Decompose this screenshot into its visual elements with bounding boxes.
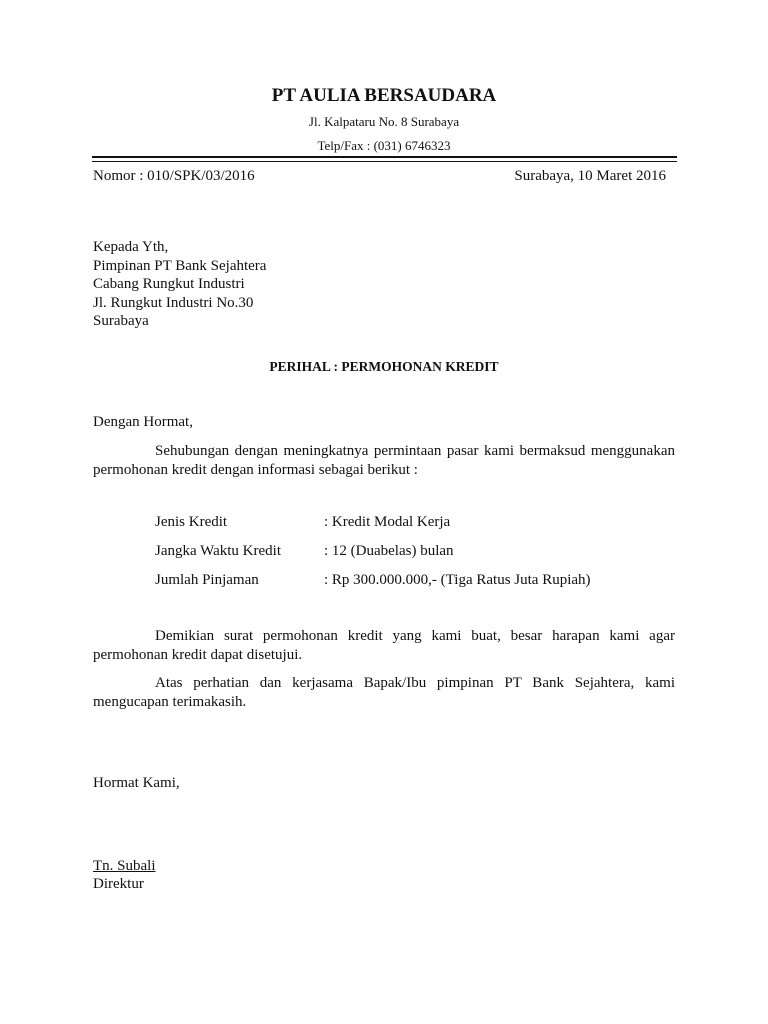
recipient-block [93, 238, 266, 331]
paragraph-text: Atas perhatian dan kerjasama Bapak/Ibu pimpinan PT Bank Sejahtera, kami mengucapan terimakasih. [93, 675, 675, 710]
letterhead-divider-thin [92, 161, 677, 162]
closing-text: Hormat Kami, [93, 775, 180, 791]
details-label: Jangka Waktu Kredit [155, 543, 281, 559]
recipient-line: Pimpinan PT Bank Sejahtera [93, 257, 267, 274]
letter-subject: PERIHAL : PERMOHONAN KREDIT [269, 359, 499, 374]
details-label: Jumlah Pinjaman [155, 572, 259, 588]
credit-details-table [155, 514, 591, 601]
recipient-line: Jl. Rungkut Industri No.30 [93, 294, 254, 311]
company-phone: Telp/Fax : (031) 6746323 [317, 138, 451, 153]
details-value: : Kredit Modal Kerja [324, 514, 451, 530]
company-name: PT AULIA BERSAUDARA [271, 85, 497, 106]
letter-date: Surabaya, 10 Maret 2016 [514, 168, 666, 184]
signer-title: Direktur [93, 876, 144, 892]
recipient-line: Kepada Yth, [93, 239, 169, 255]
body-paragraph [93, 674, 675, 711]
details-row [155, 572, 591, 601]
details-row [155, 514, 591, 543]
body-paragraph [93, 627, 675, 664]
letter-number: Nomor : 010/SPK/03/2016 [93, 168, 255, 184]
details-value: : Rp 300.000.000,- (Tiga Ratus Juta Rupiah) [324, 572, 591, 588]
company-address: Jl. Kalpataru No. 8 Surabaya [308, 114, 460, 129]
salutation: Dengan Hormat, [93, 414, 193, 430]
paragraph-text: Demikian surat permohonan kredit yang kami buat, besar harapan kami agar permohonan kredit dapat disetujui. [93, 628, 675, 663]
body-paragraph [93, 442, 675, 479]
details-value: : 12 (Duabelas) bulan [324, 543, 454, 559]
letterhead-divider-thick [92, 156, 677, 158]
recipient-line: Cabang Rungkut Industri [93, 276, 245, 292]
details-row [155, 543, 591, 572]
signer-name: Tn. Subali [93, 858, 156, 874]
recipient-line: Surabaya [93, 313, 149, 329]
paragraph-text: Sehubungan dengan meningkatnya permintaan pasar kami bermaksud menggunakan permohonan kredit dengan informasi sebagai berikut : [93, 443, 675, 478]
details-label: Jenis Kredit [155, 514, 228, 530]
